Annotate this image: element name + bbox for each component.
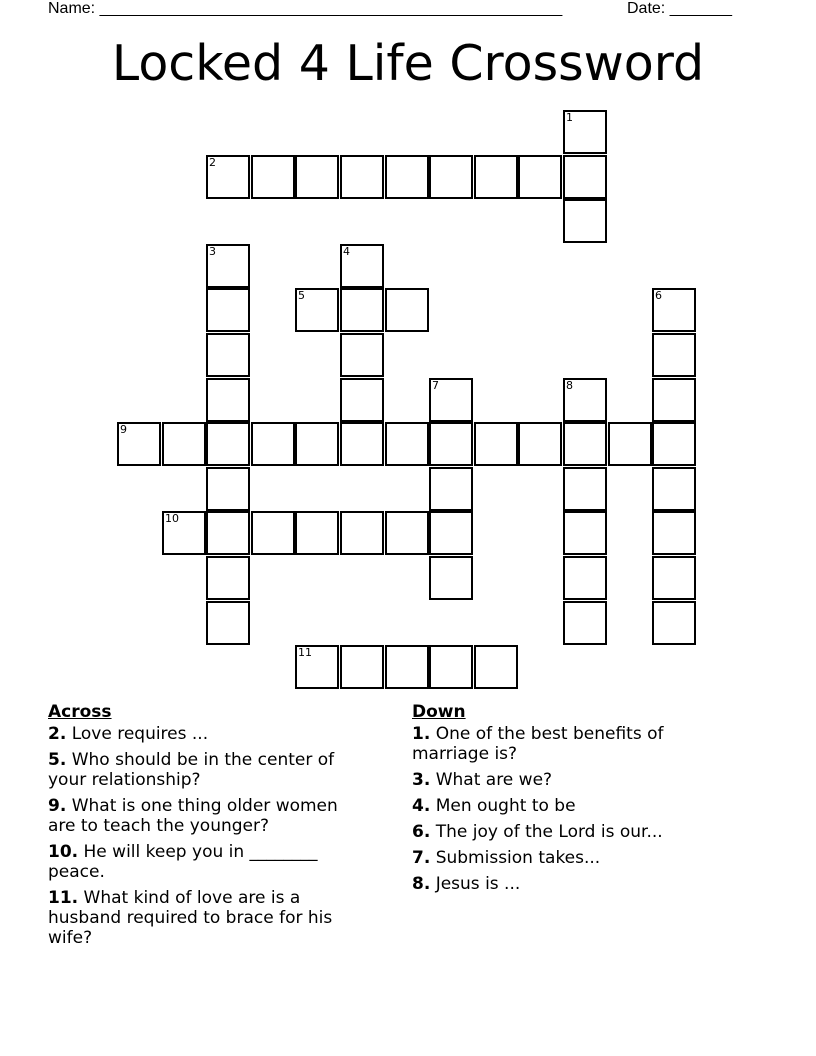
down-clue <box>412 874 712 894</box>
grid-cell[interactable] <box>652 467 696 511</box>
cell-number: 7 <box>432 379 439 392</box>
grid-cell[interactable] <box>340 422 384 466</box>
grid-cell[interactable] <box>206 511 250 555</box>
clue-number: 9. <box>48 796 67 816</box>
grid-cell[interactable] <box>563 601 607 645</box>
across-clue <box>48 796 368 836</box>
grid-cell[interactable] <box>563 422 607 466</box>
cell-number: 2 <box>209 156 216 169</box>
grid-cell[interactable] <box>340 155 384 199</box>
grid-cell[interactable] <box>206 288 250 332</box>
grid-cell[interactable] <box>385 422 429 466</box>
across-clues <box>48 702 368 954</box>
clue-number: 6. <box>412 822 431 842</box>
grid-cell[interactable] <box>563 467 607 511</box>
cell-number: 3 <box>209 245 216 258</box>
grid-cell[interactable] <box>206 467 250 511</box>
clue-number: 4. <box>412 796 431 816</box>
grid-cell[interactable] <box>429 467 473 511</box>
grid-cell[interactable] <box>608 422 652 466</box>
grid-cell[interactable] <box>295 422 339 466</box>
grid-cell[interactable] <box>474 645 518 689</box>
clue-text: Submission takes... <box>430 848 601 868</box>
grid-cell[interactable] <box>295 511 339 555</box>
cell-number: 5 <box>298 289 305 302</box>
grid-cell[interactable] <box>385 511 429 555</box>
grid-cell[interactable] <box>162 511 206 555</box>
grid-cell[interactable] <box>206 422 250 466</box>
grid-cell[interactable] <box>474 155 518 199</box>
cell-number: 10 <box>165 512 179 525</box>
grid-cell[interactable] <box>563 378 607 422</box>
grid-cell[interactable] <box>563 155 607 199</box>
grid-cell[interactable] <box>251 511 295 555</box>
grid-cell[interactable] <box>340 378 384 422</box>
grid-cell[interactable] <box>652 378 696 422</box>
clue-number: 2. <box>48 724 67 744</box>
grid-cell[interactable] <box>295 288 339 332</box>
grid-cell[interactable] <box>206 556 250 600</box>
grid-cell[interactable] <box>162 422 206 466</box>
cell-number: 8 <box>566 379 573 392</box>
clue-number: 8. <box>412 874 431 894</box>
grid-cell[interactable] <box>518 422 562 466</box>
cell-number: 11 <box>298 646 312 659</box>
clue-number: 1. <box>412 724 431 744</box>
grid-cell[interactable] <box>340 333 384 377</box>
grid-cell[interactable] <box>563 556 607 600</box>
grid-cell[interactable] <box>340 288 384 332</box>
grid-cell[interactable] <box>429 556 473 600</box>
clue-number: 5. <box>48 750 67 770</box>
clue-number: 3. <box>412 770 431 790</box>
grid-cell[interactable] <box>563 110 607 154</box>
clue-text: What kind of love are is a husband required to brace for his wife? <box>48 888 333 948</box>
grid-cell[interactable] <box>117 422 161 466</box>
clue-text: He will keep you in ________ peace. <box>48 842 318 882</box>
down-clue <box>412 724 712 764</box>
grid-cell[interactable] <box>206 244 250 288</box>
grid-cell[interactable] <box>563 199 607 243</box>
grid-cell[interactable] <box>206 155 250 199</box>
cell-number: 6 <box>655 289 662 302</box>
grid-cell[interactable] <box>340 511 384 555</box>
grid-cell[interactable] <box>340 645 384 689</box>
clue-number: 10. <box>48 842 79 862</box>
grid-cell[interactable] <box>652 511 696 555</box>
grid-cell[interactable] <box>652 556 696 600</box>
grid-cell[interactable] <box>385 645 429 689</box>
cell-number: 4 <box>343 245 350 258</box>
grid-cell[interactable] <box>385 288 429 332</box>
grid-cell[interactable] <box>474 422 518 466</box>
grid-cell[interactable] <box>206 601 250 645</box>
cell-number: 1 <box>566 111 573 124</box>
grid-cell[interactable] <box>251 155 295 199</box>
across-heading: Across <box>48 702 112 722</box>
grid-cell[interactable] <box>429 422 473 466</box>
clue-number: 7. <box>412 848 431 868</box>
down-clues <box>412 702 712 900</box>
down-clue <box>412 848 712 868</box>
clue-text: Love requires ... <box>66 724 209 744</box>
clue-text: One of the best benefits of marriage is? <box>412 724 664 764</box>
down-heading: Down <box>412 702 466 722</box>
across-clue <box>48 724 368 744</box>
grid-cell[interactable] <box>206 333 250 377</box>
clue-text: Jesus is ... <box>430 874 521 894</box>
down-clue <box>412 770 712 790</box>
grid-cell[interactable] <box>251 422 295 466</box>
across-clue <box>48 750 368 790</box>
clue-number: 11. <box>48 888 79 908</box>
grid-cell[interactable] <box>652 601 696 645</box>
clue-text: Who should be in the center of your relationship? <box>48 750 335 790</box>
grid-cell[interactable] <box>340 244 384 288</box>
grid-cell[interactable] <box>518 155 562 199</box>
name-field-label: Name: ____________________________________________________ <box>48 0 563 17</box>
clue-text: What is one thing older women are to teach the younger? <box>48 796 338 836</box>
clue-text: Men ought to be <box>430 796 576 816</box>
grid-cell[interactable] <box>563 511 607 555</box>
grid-cell[interactable] <box>429 378 473 422</box>
grid-cell[interactable] <box>652 288 696 332</box>
grid-cell[interactable] <box>295 155 339 199</box>
grid-cell[interactable] <box>429 155 473 199</box>
cell-number: 9 <box>120 423 127 436</box>
grid-cell[interactable] <box>652 333 696 377</box>
across-clue <box>48 842 368 882</box>
clue-text: What are we? <box>430 770 553 790</box>
page-title: Locked 4 Life Crossword <box>111 35 705 92</box>
down-clue <box>412 822 712 842</box>
across-clue <box>48 888 368 948</box>
clue-text: The joy of the Lord is our... <box>430 822 663 842</box>
down-clue <box>412 796 712 816</box>
grid-cell[interactable] <box>206 378 250 422</box>
grid-cell[interactable] <box>652 422 696 466</box>
grid-cell[interactable] <box>429 511 473 555</box>
date-field-label: Date: _______ <box>627 0 732 17</box>
grid-cell[interactable] <box>295 645 339 689</box>
grid-cell[interactable] <box>385 155 429 199</box>
grid-cell[interactable] <box>429 645 473 689</box>
